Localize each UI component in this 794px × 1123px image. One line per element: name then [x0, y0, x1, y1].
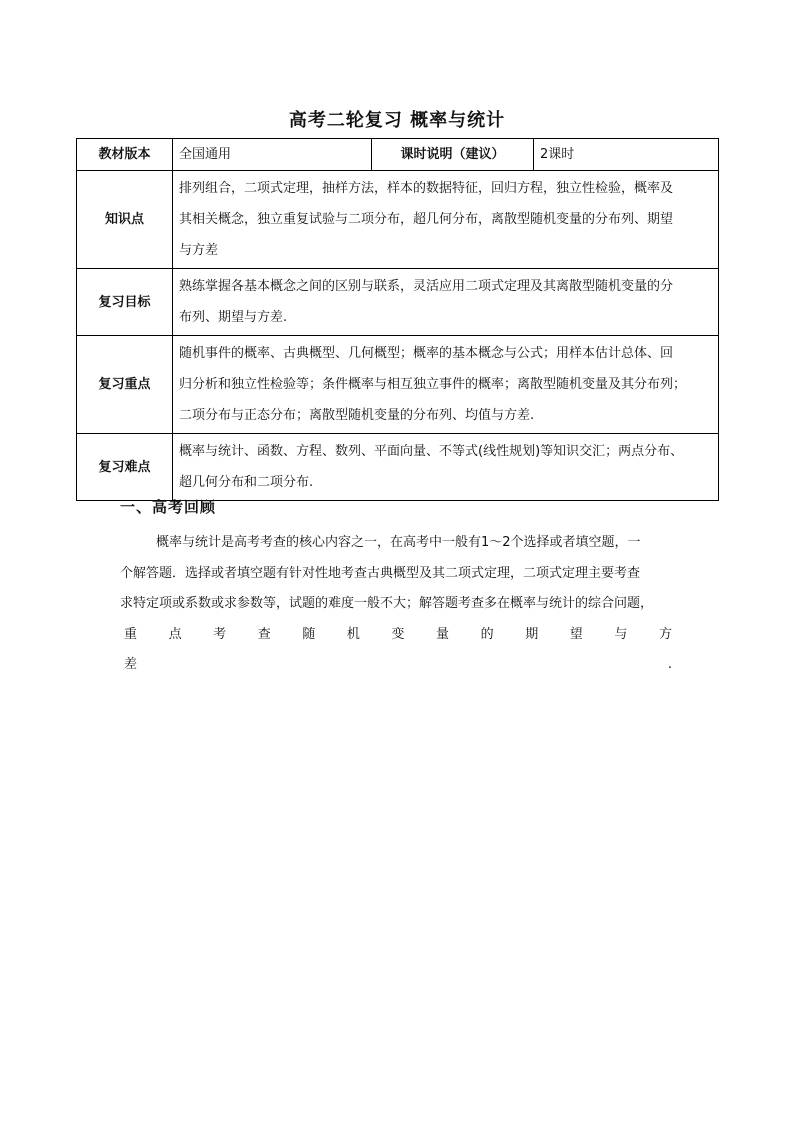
- content-review-key-points: [173, 336, 719, 434]
- spread-char: 望: [569, 626, 583, 642]
- spread-char: 期: [525, 626, 539, 642]
- label-review-difficulties: 复习难点: [77, 434, 173, 501]
- table-row-goals: [77, 269, 719, 336]
- spread-char: 查: [257, 626, 271, 642]
- spread-char: 考: [213, 626, 227, 642]
- table-row-key-points: [77, 336, 719, 434]
- label-textbook-edition: 教材版本: [77, 139, 173, 171]
- spread-char: 方: [658, 626, 672, 642]
- paragraph-last-line: [120, 650, 676, 681]
- spread-char: 变: [391, 626, 405, 642]
- paragraph-line: 求特定项或系数或求参数等，试题的难度一般不大；解答题考查多在概率与统计的综合问题，: [120, 596, 654, 611]
- table-row-edition: [77, 139, 719, 171]
- label-class-hours: 课时说明（建议）: [372, 139, 534, 171]
- label-knowledge-points: 知识点: [77, 171, 173, 269]
- last-line-start: 差: [124, 657, 138, 672]
- text-line: 超几何分布和二项分布.: [179, 475, 314, 490]
- section-paragraph: [120, 528, 676, 681]
- value-class-hours: 2课时: [534, 139, 719, 171]
- text-line: 随机事件的概率、古典概型、几何概型；概率的基本概念与公式；用样本估计总体、回: [179, 346, 674, 361]
- last-line-end: .: [667, 657, 672, 672]
- text-line: 熟练掌握各基本概念之间的区别与联系，灵活应用二项式定理及其离散型随机变量的分: [179, 279, 674, 294]
- paragraph-line: 个解答题．选择或者填空题有针对性地考查古典概型及其二项式定理，二项式定理主要考查: [120, 565, 641, 581]
- spread-char: 随: [302, 626, 316, 642]
- label-review-key-points: 复习重点: [77, 336, 173, 434]
- paragraph-line: 概率与统计是高考考查的核心内容之一，在高考中一般有1～2个选择或者填空题，一: [156, 535, 641, 550]
- label-review-goals: 复习目标: [77, 269, 173, 336]
- table-row-difficulties: [77, 434, 719, 501]
- spread-char: 机: [346, 626, 360, 642]
- spread-char: 重: [124, 626, 138, 642]
- content-review-difficulties: [173, 434, 719, 501]
- content-review-goals: [173, 269, 719, 336]
- value-textbook-edition: 全国通用: [173, 139, 372, 171]
- text-line: 布列、期望与方差.: [179, 310, 288, 325]
- spread-char: 点: [168, 626, 182, 642]
- text-line: 概率与统计、函数、方程、数列、平面向量、不等式(线性规划)等知识交汇；两点分布、: [179, 444, 684, 459]
- paragraph-spread-line: [120, 620, 676, 651]
- spread-char: 与: [614, 626, 628, 642]
- document-title: 高考二轮复习 概率与统计: [288, 110, 506, 131]
- text-line: 二项分布与正态分布；离散型随机变量的分布列、均值与方差.: [179, 408, 535, 423]
- text-line: 其相关概念，独立重复试验与二项分布，超几何分布，离散型随机变量的分布列、期望: [179, 212, 674, 227]
- text-line: 归分析和独立性检验等；条件概率与相互独立事件的概率；离散型随机变量及其分布列；: [179, 377, 687, 392]
- table-row-knowledge: [77, 171, 719, 269]
- spread-char: 的: [480, 626, 494, 642]
- course-info-table: [76, 138, 719, 501]
- section-heading: 一、高考回顾: [120, 498, 217, 516]
- text-line: 排列组合，二项式定理，抽样方法，样本的数据特征，回归方程，独立性检验，概率及: [179, 181, 674, 196]
- spread-char: 量: [436, 626, 450, 642]
- text-line: 与方差: [179, 243, 219, 258]
- content-knowledge-points: [173, 171, 719, 269]
